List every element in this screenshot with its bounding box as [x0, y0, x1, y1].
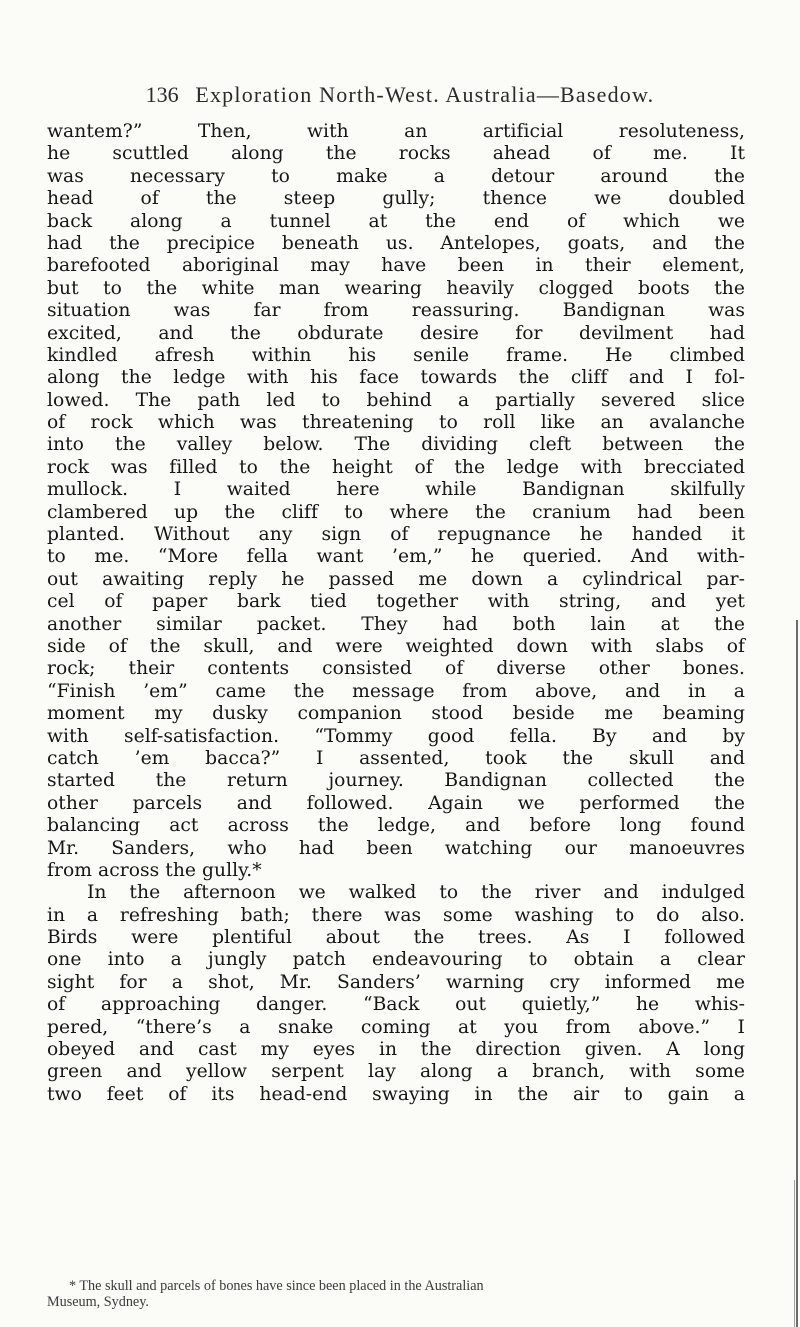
text-line: but to the white man wearing heavily clogged boots the [47, 277, 745, 299]
text-line: excited, and the obdurate desire for devilment had [47, 322, 745, 344]
text-line: situation was far from reassuring. Bandignan was [47, 300, 745, 322]
text-line: “Finish ’em” came the message from above, and in a [47, 680, 745, 702]
text-line: with self-satisfaction. “Tommy good fella. By and by [47, 725, 745, 747]
text-line: mullock. I waited here while Bandignan skilfully [47, 479, 745, 501]
text-line: clambered up the cliff to where the cranium had been [47, 501, 745, 523]
text-line: was necessary to make a detour around the [47, 165, 745, 187]
running-head [0, 84, 800, 106]
text-line: Birds were plentiful about the trees. As I followed [47, 927, 745, 949]
text-line: in a refreshing bath; there was some washing to do also. [47, 904, 745, 926]
text-line: back along a tunnel at the end of which we [47, 210, 745, 232]
text-line: of rock which was threatening to roll like an avalanche [47, 412, 745, 434]
text-line: obeyed and cast my eyes in the direction given. A long [47, 1039, 745, 1061]
text-line: kindled afresh within his senile frame. He climbed [47, 344, 745, 366]
text-line: along the ledge with his face towards the cliff and I fol- [47, 367, 745, 389]
page-number: 136 [145, 82, 179, 107]
text-line: catch ’em bacca?” I assented, took the skull and [47, 747, 745, 769]
body-text [47, 121, 745, 1106]
text-line: to me. “More fella want ’em,” he queried. And with- [47, 546, 745, 568]
text-line: balancing act across the ledge, and before long found [47, 815, 745, 837]
text-line: cel of paper bark tied together with string, and yet [47, 591, 745, 613]
text-line: barefooted aboriginal may have been in their element, [47, 255, 745, 277]
text-line: other parcels and followed. Again we performed the [47, 792, 745, 814]
footnote-line: Museum, Sydney. [47, 1294, 149, 1310]
text-line: another similar packet. They had both lain at the [47, 613, 745, 635]
text-line: rock was filled to the height of the ledge with brecciated [47, 456, 745, 478]
text-line: sight for a shot, Mr. Sanders’ warning cry informed me [47, 971, 745, 993]
text-line: two feet of its head-end swaying in the air to gain a [47, 1083, 745, 1105]
text-line: out awaiting reply he passed me down a cylindrical par- [47, 568, 745, 590]
text-line: rock; their contents consisted of diverse other bones. [47, 658, 745, 680]
text-line: of approaching danger. “Back out quietly,” he whis- [47, 994, 745, 1016]
text-line: side of the skull, and were weighted down with slabs of [47, 635, 745, 657]
text-line: into the valley below. The dividing cleft between the [47, 434, 745, 456]
running-title: Exploration North-West. Australia—Basedow. [195, 82, 655, 107]
text-line: lowed. The path led to behind a partially severed slice [47, 389, 745, 411]
text-line: green and yellow serpent lay along a branch, with some [47, 1061, 745, 1083]
text-line: planted. Without any sign of repugnance he handed it [47, 524, 745, 546]
text-line: had the precipice beneath us. Antelopes, goats, and the [47, 232, 745, 254]
footnote [47, 1278, 745, 1310]
text-line: he scuttled along the rocks ahead of me. It [47, 143, 745, 165]
text-line: one into a jungly patch endeavouring to obtain a clear [47, 949, 745, 971]
text-line: In the afternoon we walked to the river and indulged [87, 882, 745, 904]
text-line: moment my dusky companion stood beside me beaming [47, 703, 745, 725]
text-line: pered, “there’s a snake coming at you from above.” I [47, 1016, 745, 1038]
text-line: head of the steep gully; thence we doubled [47, 188, 745, 210]
page-edge-shadow [796, 620, 798, 1327]
text-line: Mr. Sanders, who had been watching our manoeuvres [47, 837, 745, 859]
text-line: wantem?” Then, with an artificial resoluteness, [47, 121, 745, 142]
footnote-line: * The skull and parcels of bones have since been placed in the Australian [69, 1278, 484, 1294]
text-line: started the return journey. Bandignan collected the [47, 770, 745, 792]
text-line: from across the gully.* [47, 859, 262, 881]
page-edge-line [794, 1180, 795, 1327]
